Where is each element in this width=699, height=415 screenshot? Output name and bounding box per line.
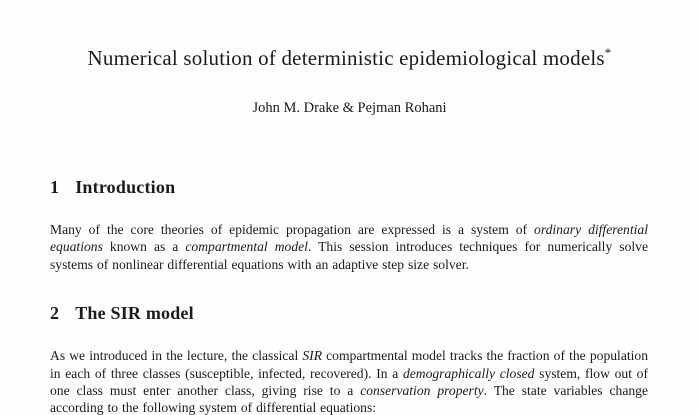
title-footnote-marker: * <box>604 45 612 60</box>
section-2-heading <box>50 302 648 324</box>
paper-title <box>0 44 699 72</box>
paragraph-text: Many of the core theories of epidemic propagation are expressed is a system of <box>50 222 535 237</box>
paragraph-text: system, flow out of one class must enter another class, giving rise to a <box>50 365 648 399</box>
section-sir-model <box>50 302 648 415</box>
section-1-paragraph <box>50 221 648 273</box>
paper-page <box>0 44 699 415</box>
paragraph-italic-text: demographically closed <box>402 365 535 381</box>
paragraph-italic-text: ordinary differential equations <box>50 222 648 255</box>
section-2-title: The SIR model <box>75 303 194 324</box>
paper-authors: John M. Drake & Pejman Rohani <box>252 100 447 116</box>
section-1-heading <box>50 176 648 198</box>
paragraph-text: compartmental model tracks the fraction of the population in each of three classes (susceptible, infected, recovered). In a <box>50 348 648 381</box>
section-1-number: 1 <box>50 177 60 197</box>
paragraph-italic-text: SIR <box>302 348 323 364</box>
paper-body <box>50 176 648 415</box>
paragraph-text: As we introduced in the lecture, the classical <box>50 348 303 364</box>
paragraph-italic-text: compartmental model <box>185 239 308 255</box>
paragraph-text: . This session introduces techniques for numerically solve systems of nonlinear differential equations with an adaptive step size solver. <box>50 239 648 272</box>
paper-title-text: Numerical solution of deterministic epidemiological models <box>87 46 605 70</box>
paragraph-italic-text: conservation property <box>360 383 484 399</box>
section-2-paragraph <box>50 347 648 415</box>
section-2-number: 2 <box>50 303 60 324</box>
paragraph-text: . The state variables change according to the following system of differential equations: <box>50 383 648 415</box>
section-introduction <box>50 176 648 273</box>
section-1-title: Introduction <box>75 177 176 197</box>
paragraph-text: known as a <box>102 239 186 255</box>
